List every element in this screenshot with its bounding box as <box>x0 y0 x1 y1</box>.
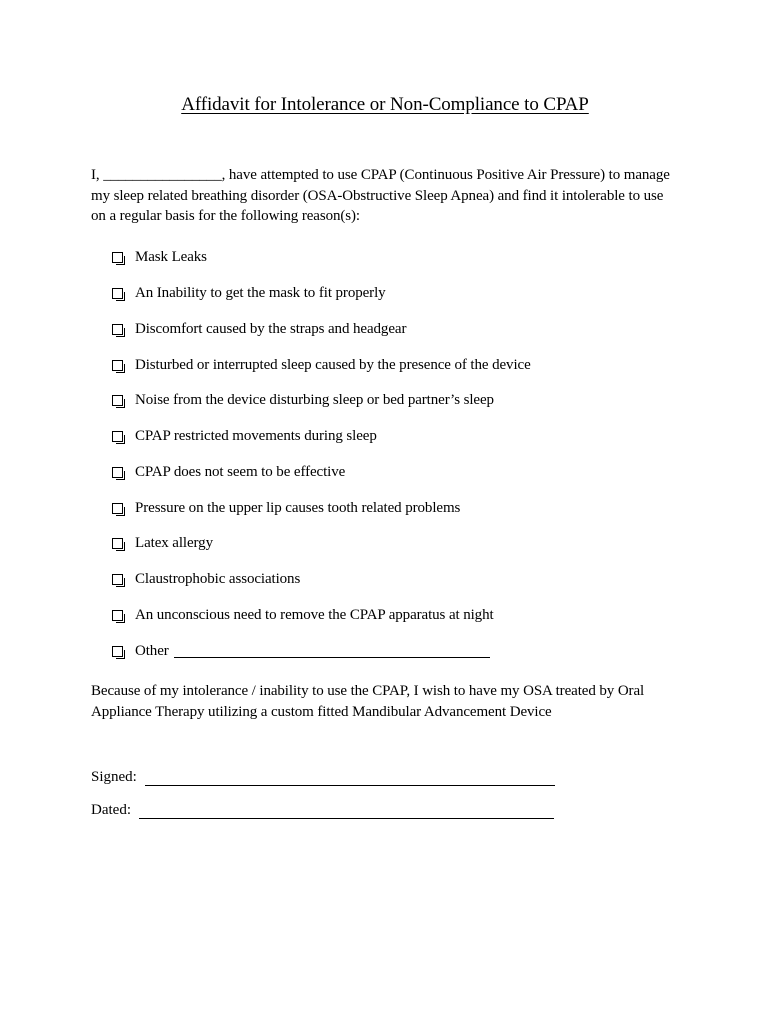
reason-label: Mask Leaks <box>135 249 207 266</box>
date-line[interactable] <box>139 804 554 819</box>
signed-label: Signed: <box>91 769 137 785</box>
reason-label: Noise from the device disturbing sleep or bed partner’s sleep <box>135 392 494 409</box>
reason-item[interactable] <box>112 419 531 455</box>
reason-label: CPAP restricted movements during sleep <box>135 428 377 445</box>
reason-item[interactable] <box>112 240 531 276</box>
reason-item[interactable] <box>112 490 531 526</box>
reason-item[interactable] <box>112 455 531 491</box>
checkbox-icon[interactable] <box>112 431 123 442</box>
reason-label: Claustrophobic associations <box>135 571 301 588</box>
checkbox-icon[interactable] <box>112 395 123 406</box>
intro-paragraph: I, ________________, have attempted to use CPAP (Continuous Positive Air Pressure) to manage my sleep related breathing disorder (OSA-Obstructive Sleep Apnea) and find it intolerable to use on a regular basis for the following reason(s): <box>91 167 670 224</box>
reason-label: An Inability to get the mask to fit properly <box>135 285 386 302</box>
reason-label: Disturbed or interrupted sleep caused by the presence of the device <box>135 356 531 373</box>
reason-item[interactable] <box>112 383 531 419</box>
reason-item[interactable] <box>112 276 531 312</box>
checkbox-icon[interactable] <box>112 467 123 478</box>
checkbox-icon[interactable] <box>112 646 123 657</box>
reason-label: Latex allergy <box>135 535 213 552</box>
reason-item[interactable] <box>112 312 531 348</box>
checkbox-icon[interactable] <box>112 503 123 514</box>
reason-label: Discomfort caused by the straps and headgear <box>135 320 407 337</box>
document-title: Affidavit for Intolerance or Non-Compliance to CPAP <box>181 94 589 115</box>
checkbox-icon[interactable] <box>112 324 123 335</box>
closing-paragraph: Because of my intolerance / inability to use the CPAP, I wish to have my OSA treated by Oral Appliance Therapy utilizing a custom fitted Mandibular Advancement Device <box>91 683 645 720</box>
checkbox-icon[interactable] <box>112 574 123 585</box>
reason-item[interactable] <box>112 562 531 598</box>
other-label: Other <box>135 642 169 659</box>
checkbox-icon[interactable] <box>112 288 123 299</box>
dated-label: Dated: <box>91 802 131 818</box>
reason-label: CPAP does not seem to be effective <box>135 463 346 480</box>
other-blank-line[interactable] <box>174 645 490 658</box>
reason-label: Pressure on the upper lip causes tooth related problems <box>135 499 461 516</box>
reason-item-other[interactable] <box>112 633 531 669</box>
reason-label: An unconscious need to remove the CPAP apparatus at night <box>135 606 494 623</box>
signature-row <box>91 769 555 786</box>
checkbox-icon[interactable] <box>112 538 123 549</box>
reason-item[interactable] <box>112 526 531 562</box>
signature-line[interactable] <box>145 771 555 786</box>
checkbox-icon[interactable] <box>112 360 123 371</box>
reason-item[interactable] <box>112 598 531 634</box>
date-row <box>91 802 554 819</box>
reason-list <box>112 240 531 669</box>
checkbox-icon[interactable] <box>112 252 123 263</box>
checkbox-icon[interactable] <box>112 610 123 621</box>
reason-item[interactable] <box>112 347 531 383</box>
